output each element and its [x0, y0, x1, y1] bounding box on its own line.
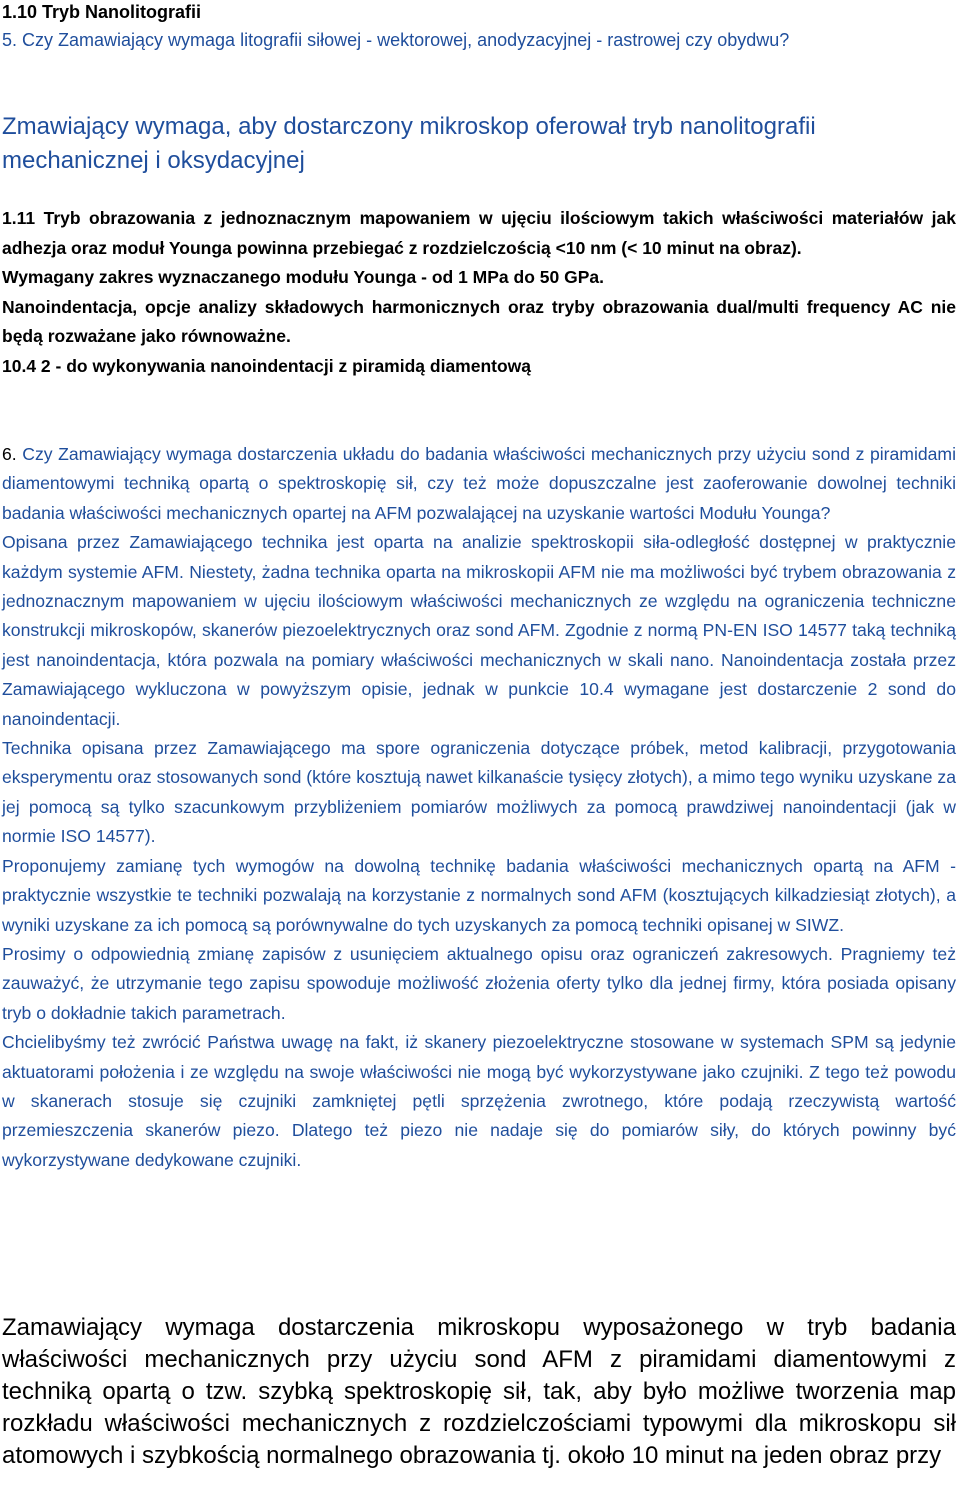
section-title: 1.10 Tryb Nanolitografii: [2, 2, 202, 22]
paragraph: Technika opisana przez Zamawiającego ma spore ograniczenia dotyczące próbek, metod kalibracji, przygotowania eksperymentu oraz stosowanych sond (które kosztują nawet kilkanaście tysięcy złotych), a mimo tego wyniku uzyskane za jej pomocą są tylko szacunkowym przybliżeniem pomiarów możliwych za pomocą prawdziwej nanoindentacji (jak w normie ISO 14577).: [2, 738, 956, 847]
spec-line: Nanoindentacja, opcje analizy składowych harmonicznych oraz tryby obrazowania dual/multi frequency AC nie będą rozważane jako równoważne.: [2, 296, 956, 346]
question-6-block: [2, 440, 956, 1175]
paragraph: Chcielibyśmy też zwrócić Państwa uwagę na fakt, iż skanery piezoelektryczne stosowane w systemach SPM są jedynie aktuatorami położenia i ze względu na swoje właściwości nie mogą być wykorzystywane jako czujniki. Z tego też powodu w skanerach stosuje się czujniki zamkniętej pętli sprzężenia zwrotnego, które podają rzeczywistą wartość przemieszczenia skanerów piezo. Dlatego też piezo nie nadaje się do pomiarów siły, do których powinny być wykorzystywane dedykowane czujniki.: [2, 1032, 956, 1170]
answer-6: Zamawiający wymaga dostarczenia mikroskopu wyposażonego w tryb badania właściwości mechanicznych przy użyciu sond AFM z piramidami diamentowymi z techniką opartą o tzw. szybką spektroskopię sił, tak, aby było możliwe tworzenia map rozkładu właściwości mechanicznych z rozdzielczościami typowymi dla mikroskopu sił atomowych i szybkością normalnego obrazowania tj. około 10 minut na jeden obraz przy: [2, 1314, 956, 1469]
paragraph: Proponujemy zamianę tych wymogów na dowolną technikę badania właściwości mechanicznych opartą na AFM - praktycznie wszystkie te techniki pozwalają na korzystanie z normalnych sond AFM (kosztujących kilkadziesiąt złotych), a wyniki uzyskane za ich pomocą są porównywalne do tych uzyskanych za pomocą techniki opisanej w SIWZ.: [2, 855, 956, 935]
paragraph: Opisana przez Zamawiającego technika jest oparta na analizie spektroskopii siła-odległość dostępnej w praktycznie każdym systemie AFM. Niestety, żadna technika oparta na mikroskopii AFM nie ma możliwości być trybem obrazowania z jednoznacznym mapowaniem w ujęciu ilościowym właściwości mechanicznych ze względu na ograniczenia techniczne konstrukcji mikroskopów, skanerów piezoelektrycznych oraz sond AFM. Zgodnie z normą PN-EN ISO 14577 taką techniką jest nanoindentacja, która pozwala na pomiary właściwości mechanicznych w skali nano. Nanoindentacja została przez Zamawiającego wykluczona w powyższym opisie, jednak w punkcie 10.4 wymagane jest dostarczenie 2 sond do nanoindentacji.: [2, 532, 956, 729]
specification-block: [2, 204, 956, 381]
answer-5: Zmawiający wymaga, aby dostarczony mikroskop oferował tryb nanolitografii mechanicznej i oksydacyjnej: [2, 113, 816, 174]
question-5: 5. Czy Zamawiający wymaga litografii siłowej - wektorowej, anodyzacyjnej - rastrowej czy obydwu?: [2, 30, 790, 50]
question-6-number: 6.: [2, 444, 23, 464]
spec-line: 1.11 Tryb obrazowania z jednoznacznym mapowaniem w ujęciu ilościowym takich właściwości materiałów jak adhezja oraz moduł Younga powinna przebiegać z rozdzielczością <10 nm (< 10 minut na obraz).: [2, 208, 956, 258]
question-6-text: Czy Zamawiający wymaga dostarczenia układu do badania właściwości mechanicznych przy użyciu sond z piramidami diamentowymi techniką opartą o spektroskopię sił, czy też może dopuszczalne jest zaoferowanie dowolnej techniki badania właściwości mechanicznych opartej na AFM pozwalającej na uzyskanie wartości Modułu Younga?: [2, 444, 957, 523]
paragraph: Prosimy o odpowiednią zmianę zapisów z usunięciem aktualnego opisu oraz ograniczeń zakresowych. Pragniemy też zauważyć, że utrzymanie tego zapisu spowoduje możliwość złożenia oferty tylko dla jednej firmy, która posiada opisany tryb o dokładnie takich parametrach.: [2, 943, 956, 1023]
question-6: [2, 440, 956, 528]
spec-line: Wymagany zakres wyznaczanego modułu Younga - od 1 MPa do 50 GPa.: [2, 267, 604, 287]
spec-line: 10.4 2 - do wykonywania nanoindentacji z piramidą diamentową: [2, 355, 532, 376]
